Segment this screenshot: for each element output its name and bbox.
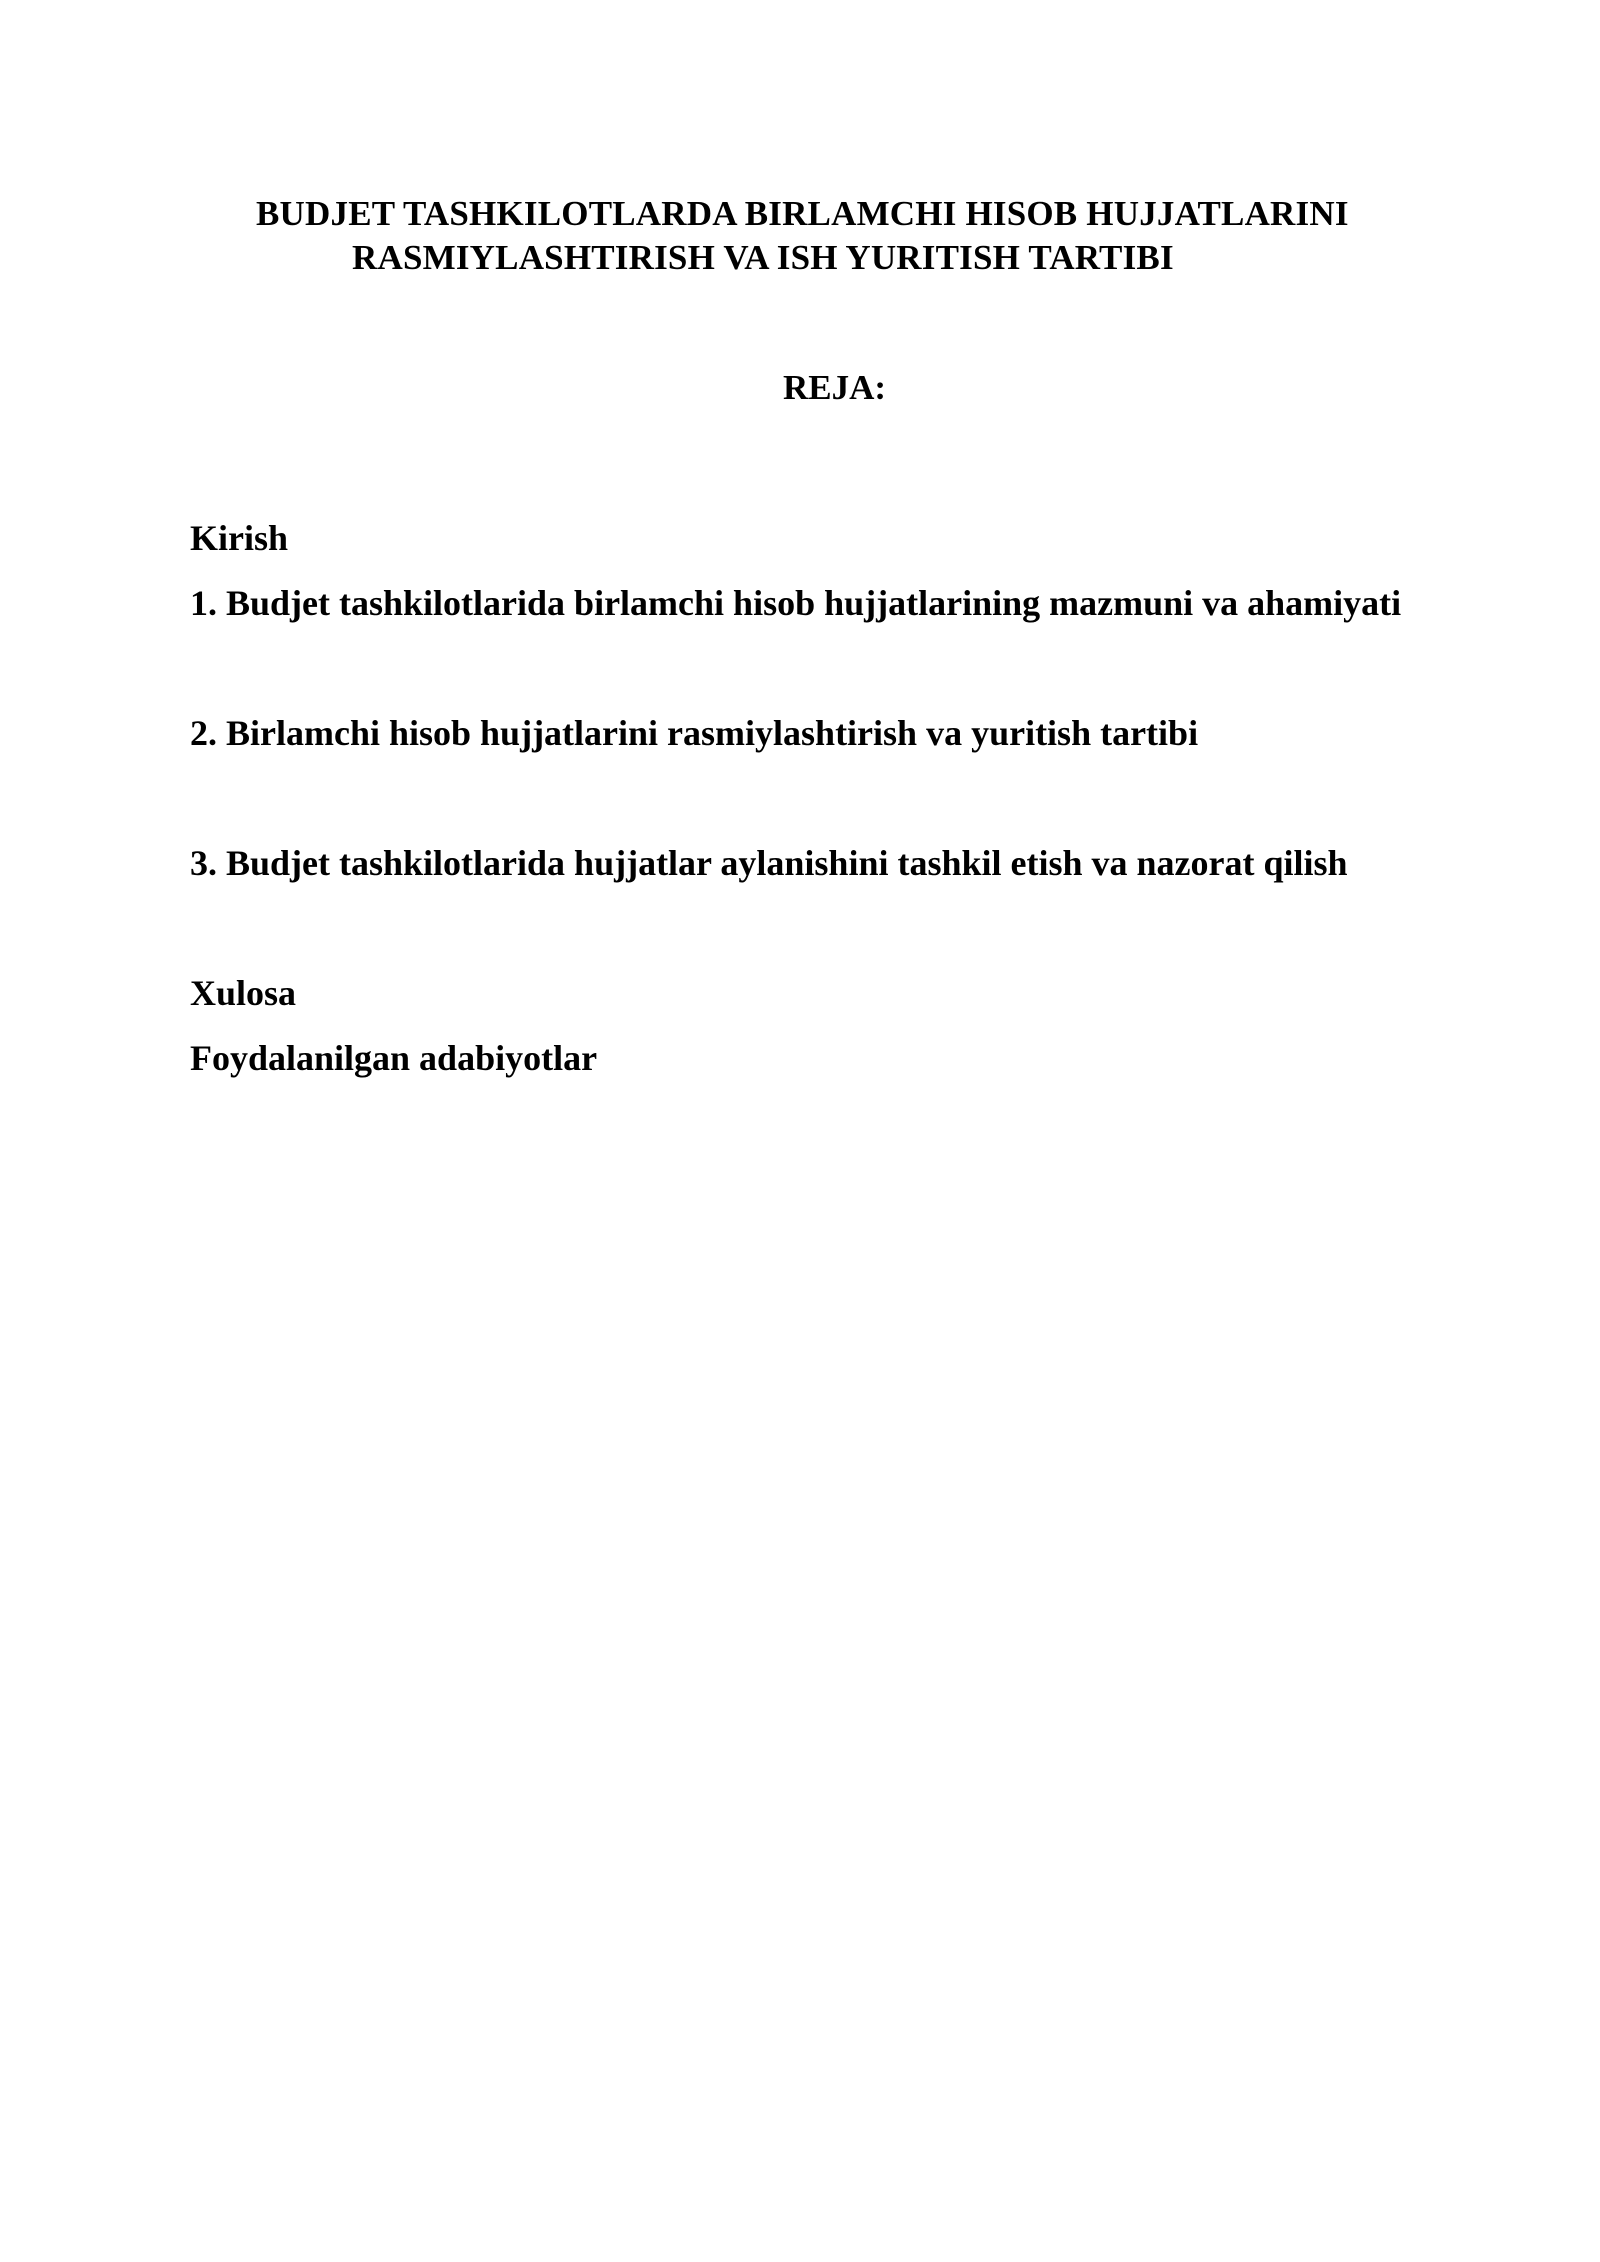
plan-heading: REJA: xyxy=(783,368,887,407)
plan-item-section-1: 1. Budjet tashkilotlarida birlamchi hisob hujjatlarining mazmuni va ahamiyati xyxy=(190,583,1402,623)
document-title-line-2: RASMIYLASHTIRISH VA ISH YURITISH TARTIBI xyxy=(352,238,1174,277)
plan-item-conclusion: Xulosa xyxy=(190,973,297,1013)
plan-item-intro: Kirish xyxy=(190,518,289,558)
document-title-line-1: BUDJET TASHKILOTLARDA BIRLAMCHI HISOB HUJJATLARINI xyxy=(256,194,1349,233)
plan-item-section-3: 3. Budjet tashkilotlarida hujjatlar aylanishini tashkil etish va nazorat qilish xyxy=(190,843,1348,883)
plan-item-references: Foydalanilgan adabiyotlar xyxy=(190,1038,598,1078)
plan-item-section-2: 2. Birlamchi hisob hujjatlarini rasmiylashtirish va yuritish tartibi xyxy=(190,713,1199,753)
